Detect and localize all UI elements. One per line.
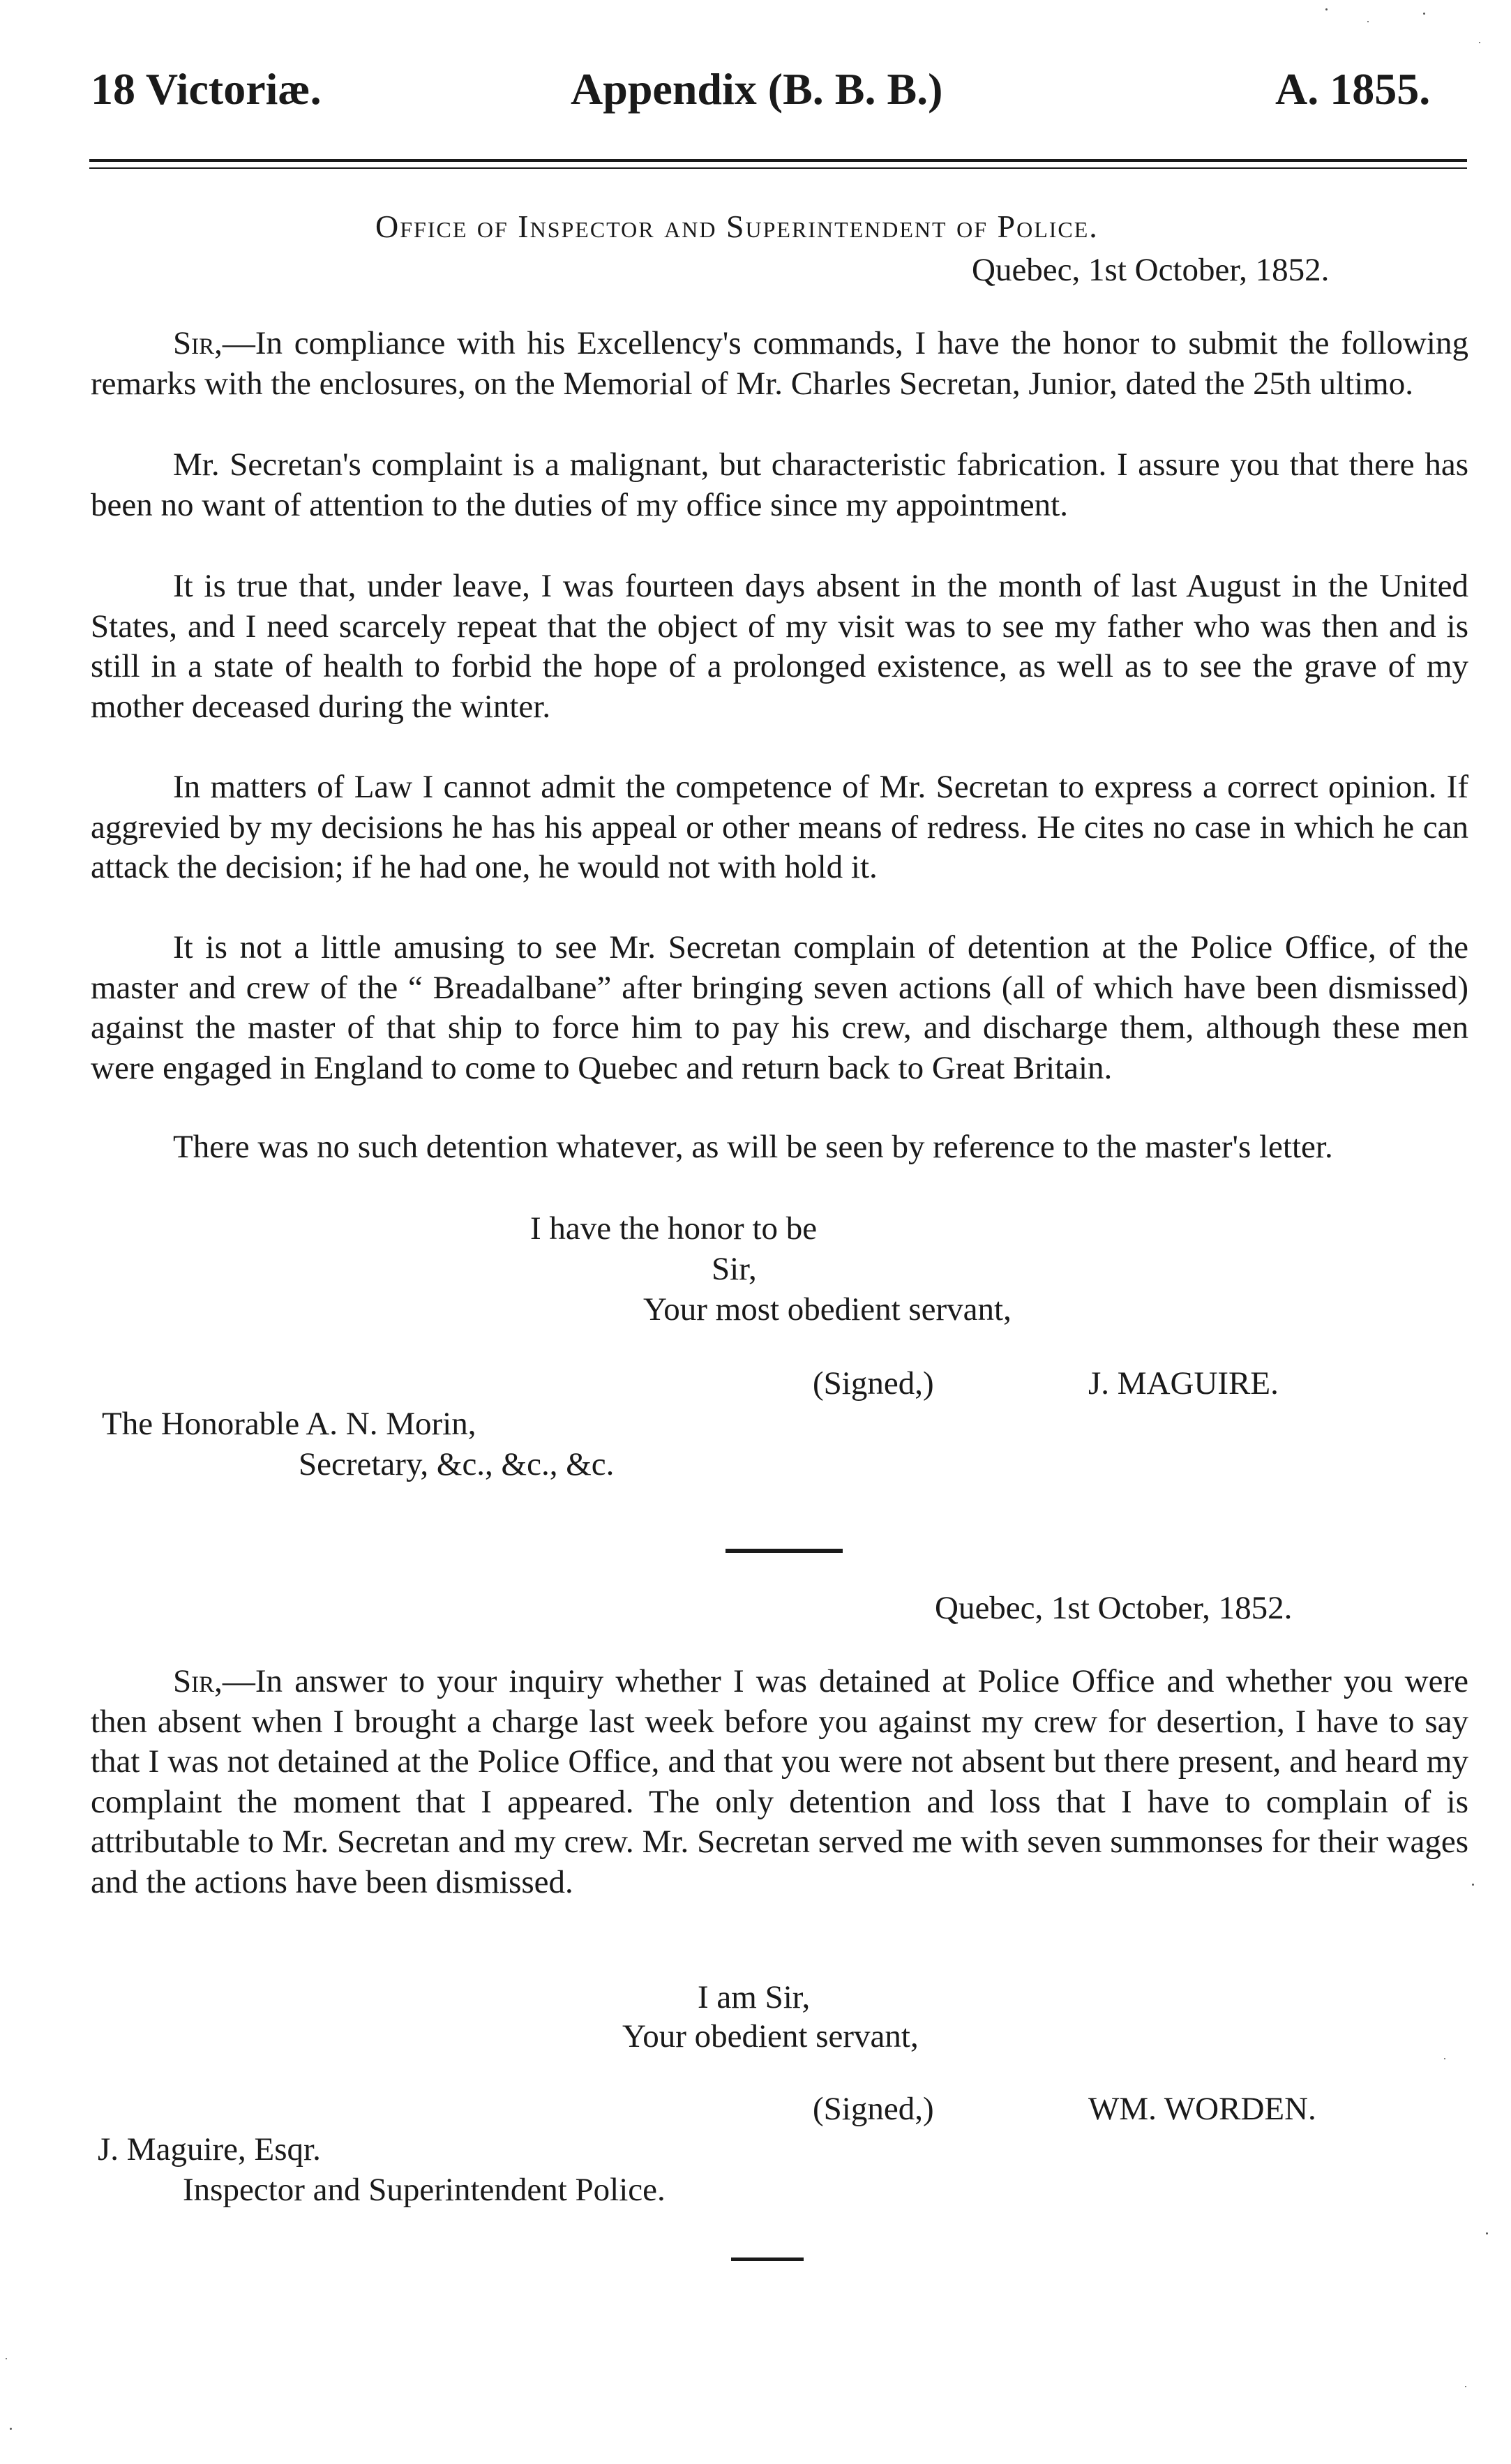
letter1-dateline: Quebec, 1st October, 1852.	[972, 252, 1330, 288]
letter2-paragraph: Sir,—In answer to your inquiry whether I was detained at Police Office and whether you were then absent when I brought a charge last week before you against my crew for desertion, I have to say that I was not detained at the Police Office, and that you were not absent but there present, and heard my complaint the moment that I appeared. The only detention and loss that I have to complain of is attributable to Mr. Secretan and my crew. Mr. Secretan served me with seven summonses for their wages and the actions have been dismissed.	[91, 1663, 1468, 1900]
header-appendix: Appendix (B. B. B.)	[571, 64, 943, 114]
letter2-salutation: Sir,	[173, 1663, 223, 1699]
letter1-addressee-2: Secretary, &c., &c., &c.	[299, 1446, 615, 1482]
letter1-closing-2: Sir,	[712, 1251, 757, 1287]
print-speck	[1486, 2232, 1488, 2234]
end-ornament	[731, 2258, 804, 2261]
print-speck	[1325, 8, 1328, 10]
print-speck	[1472, 1884, 1474, 1886]
letter2-addressee-2: Inspector and Superintendent Police.	[183, 2172, 666, 2208]
letter1-paragraph-4: In matters of Law I cannot admit the competence of Mr. Secretan to express a correct opinion. If aggrevied by my decisions he has his appeal or other means of redress. He cites no case in which he can attack the decision; if he had one, he would not with hold it.	[91, 769, 1468, 885]
header-session: 18 Victoriæ.	[91, 64, 322, 114]
print-speck	[1479, 42, 1480, 43]
print-speck	[1367, 21, 1369, 22]
office-heading: Office of Inspector and Superintendent of Police.	[375, 209, 1099, 244]
print-speck	[1444, 2058, 1445, 2059]
letter1-signer: J. MAGUIRE.	[1088, 1365, 1279, 1402]
letter1-closing-1: I have the honor to be	[530, 1210, 818, 1247]
letter1-paragraph-2: Mr. Secretan's complaint is a malignant, but characteristic fabrication. I assure you that there has been no want of attention to the duties of my office since my appointment.	[91, 446, 1468, 523]
letter2-dateline: Quebec, 1st October, 1852.	[935, 1590, 1293, 1626]
letter1-paragraph-1: Sir,—In compliance with his Excellency's commands, I have the honor to submit the following remarks with the enclosures, on the Memorial of Mr. Charles Secretan, Junior, dated the 25th ultimo.	[91, 325, 1468, 402]
letter2-signed-label: (Signed,)	[813, 2091, 934, 2127]
letter1-closing-3: Your most obedient servant,	[643, 1291, 1012, 1328]
letter1-paragraph-5: It is not a little amusing to see Mr. Secretan complain of detention at the Police Office, of the master and crew of the “ Breadalbane” after bringing seven actions (all of which have been dismissed) against the master of that ship to force him to pay his crew, and discharge them, although these men were engaged in England to come to Quebec and return back to Great Britain.	[91, 929, 1468, 1086]
letter2-closing-1: I am Sir,	[698, 1979, 811, 2015]
print-speck	[10, 2428, 12, 2430]
letter2-signer: WM. WORDEN.	[1088, 2091, 1316, 2127]
print-speck	[6, 2358, 7, 2359]
header-year: A. 1855.	[1275, 64, 1431, 114]
letter1-paragraph-3: It is true that, under leave, I was fourteen days absent in the month of last August in the United States, and I need scarcely repeat that the object of my visit was to see my father who was then and is still in a state of health to forbid the hope of a prolonged existence, as well as to see the grave of my mother deceased during the winter.	[91, 568, 1468, 725]
letter2-addressee-1: J. Maguire, Esqr.	[98, 2131, 321, 2168]
letter1-paragraph-6: There was no such detention whatever, as will be seen by reference to the master's letter.	[173, 1129, 1333, 1165]
letter2-closing-2: Your obedient servant,	[622, 2018, 919, 2054]
letter1-addressee-1: The Honorable A. N. Morin,	[102, 1406, 476, 1442]
header-rule-bottom	[89, 167, 1467, 169]
print-speck	[1423, 13, 1425, 15]
header-rule-top	[89, 159, 1467, 162]
print-speck	[1465, 2386, 1466, 2387]
letter1-salutation: Sir,	[173, 325, 223, 361]
letter1-signed-label: (Signed,)	[813, 1365, 934, 1402]
letter-divider	[726, 1549, 843, 1553]
